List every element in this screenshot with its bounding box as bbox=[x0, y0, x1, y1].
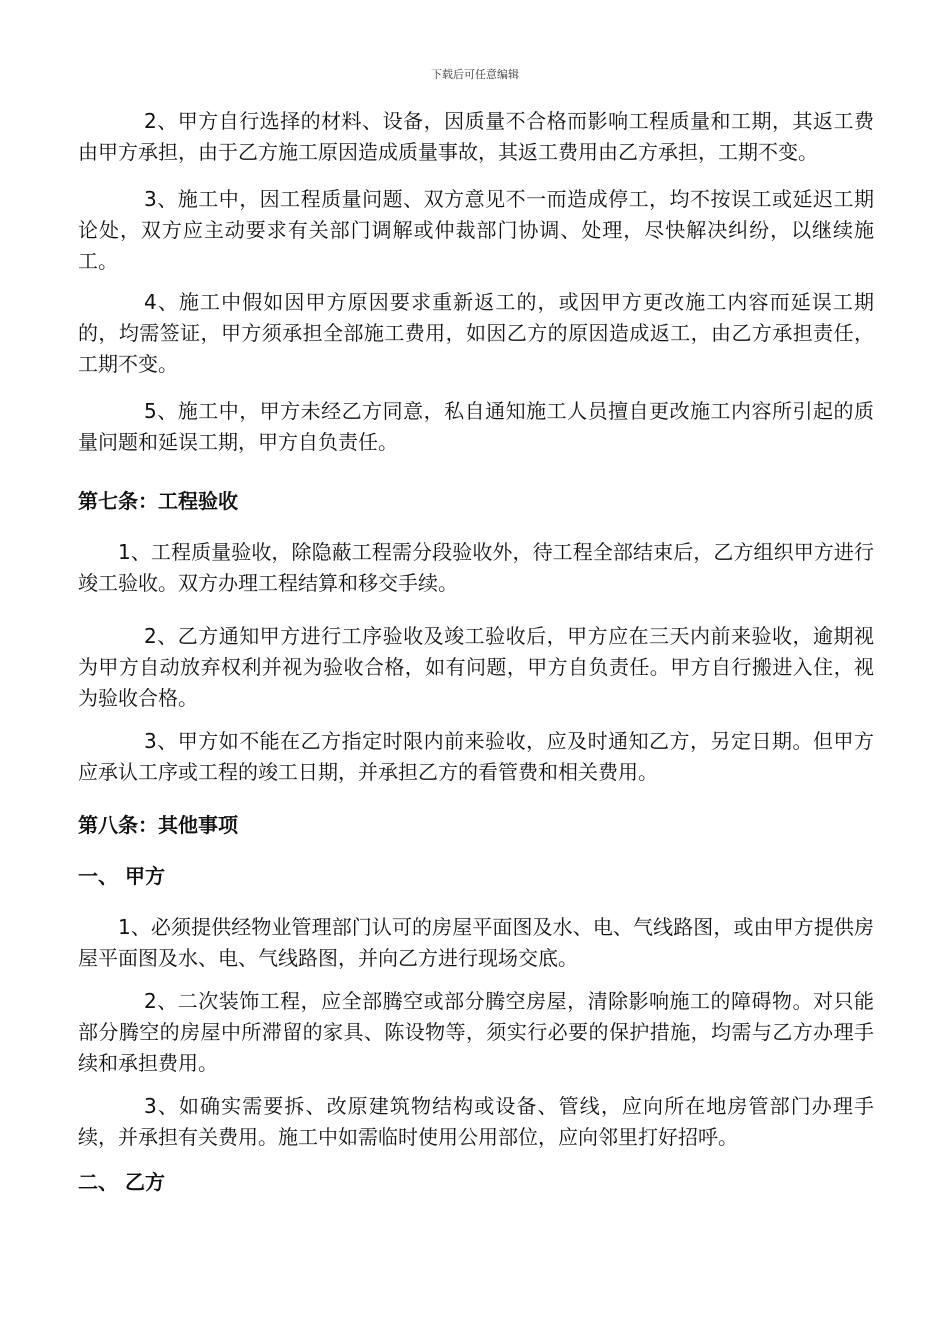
clause-paragraph: 2、甲方自行选择的材料、设备，因质量不合格而影响工程质量和工期，其返工费由甲方承担，由于乙方施工原因造成质量事故，其返工费用由乙方承担，工期不变。 bbox=[78, 109, 874, 164]
section-heading: 一、 甲方 bbox=[78, 864, 165, 888]
section-heading: 第七条：工程验收 bbox=[78, 489, 238, 513]
clause-paragraph: 3、如确实需要拆、改原建筑物结构或设备、管线，应向所在地房管部门办理手续，并承担有关费用。施工中如需临时使用公用部位，应向邻里打好招呼。 bbox=[78, 1094, 874, 1149]
clause-paragraph: 1、必须提供经物业管理部门认可的房屋平面图及水、电、气线路图，或由甲方提供房屋平面图及水、电、气线路图，并向乙方进行现场交底。 bbox=[78, 915, 874, 970]
page-header: 下载后可任意编辑 bbox=[431, 68, 519, 81]
clause-paragraph: 2、二次装饰工程，应全部腾空或部分腾空房屋，清除影响施工的障碍物。对只能部分腾空的房屋中所滞留的家具、陈设物等，须实行必要的保护措施，均需与乙方办理手续和承担费用。 bbox=[78, 989, 874, 1075]
clause-paragraph: 2、乙方通知甲方进行工序验收及竣工验收后，甲方应在三天内前来验收，逾期视为甲方自动放弃权利并视为验收合格，如有问题，甲方自负责任。甲方自行搬进入住，视为验收合格。 bbox=[78, 624, 874, 710]
document-body bbox=[78, 106, 874, 1198]
clause-paragraph: 1、工程质量验收，除隐蔽工程需分段验收外，待工程全部结束后，乙方组织甲方进行竣工验收。双方办理工程结算和移交手续。 bbox=[78, 540, 874, 595]
clause-paragraph: 4、施工中假如因甲方原因要求重新返工的，或因甲方更改施工内容而延误工期的，均需签证，甲方须承担全部施工费用，如因乙方的原因造成返工，由乙方承担责任，工期不变。 bbox=[78, 290, 874, 376]
section-heading: 第八条：其他事项 bbox=[78, 813, 238, 837]
section-heading: 二、 乙方 bbox=[78, 1170, 165, 1194]
clause-paragraph: 5、施工中，甲方未经乙方同意，私自通知施工人员擅自更改施工内容所引起的质量问题和延误工期，甲方自负责任。 bbox=[78, 399, 874, 454]
clause-paragraph: 3、甲方如不能在乙方指定时限内前来验收，应及时通知乙方，另定日期。但甲方应承认工序或工程的竣工日期，并承担乙方的看管费和相关费用。 bbox=[78, 729, 874, 784]
clause-paragraph: 3、施工中，因工程质量问题、双方意见不一而造成停工，均不按误工或延迟工期论处，双方应主动要求有关部门调解或仲裁部门协调、处理，尽快解决纠纷，以继续施工。 bbox=[78, 187, 874, 273]
